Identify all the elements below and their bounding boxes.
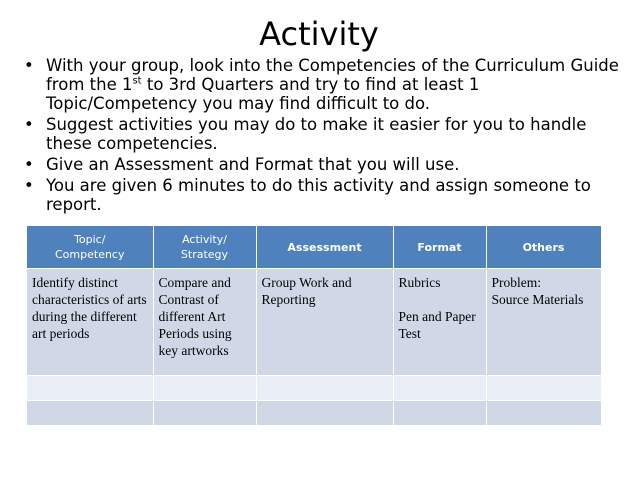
bullet-text: You are given 6 minutes to do this activity and assign someone to report. (46, 176, 591, 214)
bullet-item (20, 56, 626, 113)
instruction-list (20, 56, 626, 216)
table-header-row (27, 226, 601, 269)
cell-assessment: Group Work and Reporting (256, 269, 393, 376)
bullet-dot-icon: • (24, 56, 34, 75)
others-item: Problem: (491, 275, 541, 290)
bullet-text-part: With your group, look into the Competencies of the Curriculum Guide from the 1 (46, 56, 619, 94)
bullet-text: Give an Assessment and Format that you will use. (46, 155, 460, 174)
cell-format (393, 269, 486, 376)
empty-cell (486, 376, 601, 401)
cell-activity: Compare and Contrast of different Art Periods using key artworks (153, 269, 256, 376)
empty-cell (486, 401, 601, 426)
bullet-superscript: st (132, 75, 142, 87)
bullet-dot-icon: • (24, 155, 34, 174)
format-item: Pen and Paper Test (398, 309, 476, 341)
bullet-item (20, 176, 626, 214)
others-item: Source Materials (491, 292, 584, 307)
empty-cell (27, 376, 153, 401)
header-text: Competency (55, 248, 125, 261)
bullet-text: Suggest activities you may do to make it easier for you to handle these competencies. (46, 115, 587, 153)
table-row (27, 269, 601, 376)
header-activity-strategy (153, 226, 256, 269)
bullet-item (20, 115, 626, 153)
empty-cell (256, 376, 393, 401)
table-row (27, 376, 601, 401)
activity-table (27, 226, 602, 425)
header-others: Others (486, 226, 601, 269)
cell-topic: Identify distinct characteristics of arts during the different art periods (27, 269, 153, 376)
slide-title: Activity (259, 15, 379, 53)
header-text: Topic/ (74, 233, 106, 246)
bullet-dot-icon: • (24, 115, 34, 134)
header-assessment: Assessment (256, 226, 393, 269)
bullet-dot-icon: • (24, 176, 34, 195)
empty-cell (27, 401, 153, 426)
header-text: Strategy (180, 248, 229, 261)
empty-cell (153, 376, 256, 401)
bullet-item (20, 155, 626, 174)
empty-cell (153, 401, 256, 426)
empty-cell (256, 401, 393, 426)
empty-cell (393, 376, 486, 401)
bullet-text-part: to 3rd Quarters and try to find at least 1 Topic/Competency you may find difficult to do. (46, 75, 480, 113)
header-topic-competency (27, 226, 153, 269)
table-row (27, 401, 601, 426)
empty-cell (393, 401, 486, 426)
header-text: Activity/ (182, 233, 227, 246)
format-item: Rubrics (398, 275, 441, 290)
header-format: Format (393, 226, 486, 269)
cell-others (486, 269, 601, 376)
